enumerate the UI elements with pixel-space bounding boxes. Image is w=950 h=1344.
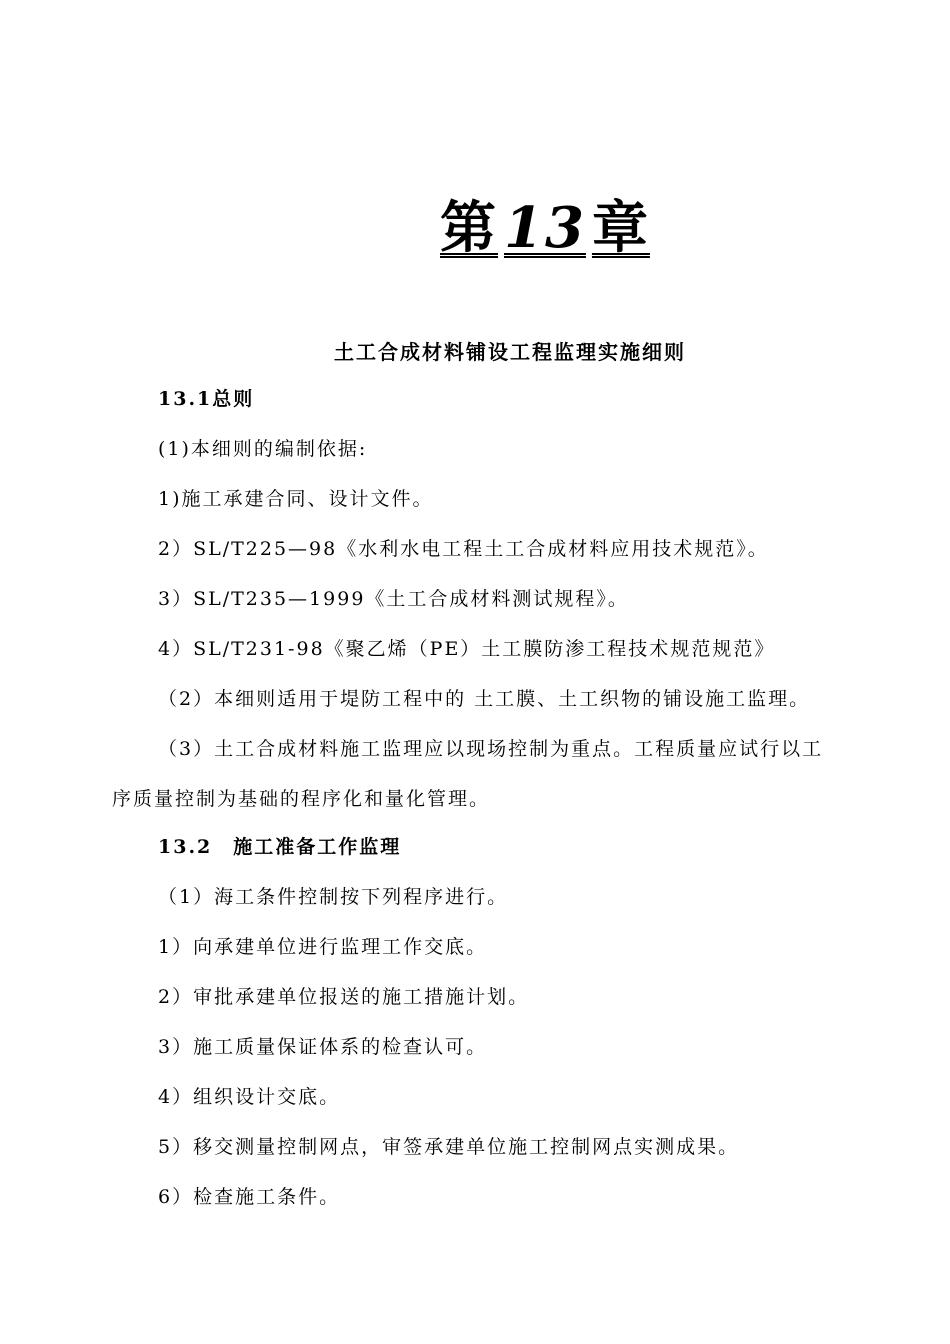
- section-heading-preparation: 13.2 施工准备工作监理: [158, 836, 402, 858]
- paragraph-line: 6）检查施工条件。: [158, 1186, 341, 1208]
- chapter-heading: [440, 188, 650, 268]
- document-title: 土工合成材料铺设工程监理实施细则: [334, 340, 686, 364]
- paragraph-line: （1）海工条件控制按下列程序进行。: [158, 886, 509, 908]
- paragraph-line: 3）SL/T235—1999《土工合成材料测试规程》。: [158, 588, 629, 610]
- paragraph-line: 3）施工质量保证体系的检查认可。: [158, 1036, 488, 1058]
- paragraph-line: 1)施工承建合同、设计文件。: [158, 488, 434, 510]
- section-heading-general: 13.1总则: [158, 388, 255, 410]
- chapter-number: 13: [504, 195, 586, 261]
- paragraph-line: 序质量控制为基础的程序化和量化管理。: [112, 788, 491, 810]
- chapter-suffix: 章: [591, 195, 650, 261]
- paragraph-line: (1)本细则的编制依据:: [158, 438, 368, 460]
- paragraph-line: 2）审批承建单位报送的施工措施计划。: [158, 986, 530, 1008]
- chapter-prefix: 第: [440, 195, 498, 261]
- paragraph-line: （3）土工合成材料施工监理应以现场控制为重点。工程质量应试行以工: [158, 738, 824, 760]
- paragraph-line: 4）组织设计交底。: [158, 1086, 341, 1108]
- paragraph-line: 5）移交测量控制网点，审签承建单位施工控制网点实测成果。: [158, 1136, 740, 1158]
- paragraph-line: 2）SL/T225—98《水利水电工程土工合成材料应用技术规范》。: [158, 538, 769, 560]
- paragraph-line: （2）本细则适用于堤防工程中的 土工膜、土工织物的铺设施工监理。: [158, 688, 811, 710]
- paragraph-line: 1）向承建单位进行监理工作交底。: [158, 936, 488, 958]
- paragraph-line: 4）SL/T231-98《聚乙烯（PE）土工膜防渗工程技术规范规范》: [158, 638, 776, 660]
